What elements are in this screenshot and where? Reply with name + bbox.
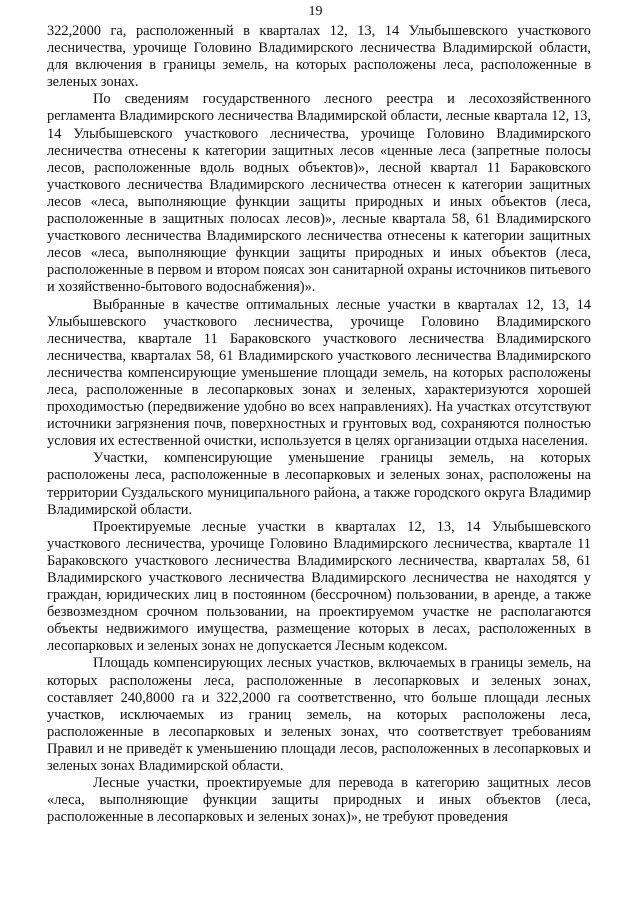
document-body bbox=[47, 23, 591, 826]
paragraph-4: Участки, компенсирующие уменьшение границы земель, на которых расположены леса, расположенные в лесопарковых и зеленых зонах, расположены на территории Суздальского муниципального района, а также городского округа Владимир Владимирской области. bbox=[47, 450, 591, 518]
paragraph-2: По сведениям государственного лесного реестра и лесохозяйственного регламента Владимирского лесничества Владимирской области, лесные квартала 12, 13, 14 Улыбышевского участкового лесничества, урочище Головино Владимирского лесничества отнесены к категории защитных лесов «ценные леса (запретные полосы лесов, расположенные вдоль водных объектов)», лесной квартал 11 Бараковского участкового лесничества Владимирского лесничества отнесен к категории защитных лесов «леса, выполняющие функции защиты природных и иных объектов (леса, расположенные в защитных полосах лесов)», лесные квартала 58, 61 Владимирского участкового лесничества Владимирского лесничества отнесены к категории защитных лесов «леса, выполняющие функции защиты природных и иных объектов (леса, расположенные в первом и втором поясах зон санитарной охраны источников питьевого и хозяйственно-бытового водоснабжения)». bbox=[47, 91, 591, 296]
paragraph-1-continued: 322,2000 га, расположенный в кварталах 12, 13, 14 Улыбышевского участкового лесничества, урочище Головино Владимирского лесничества Владимирской области, для включения в границы земель, на которых расположены леса, расположенные в зеленых зонах. bbox=[47, 23, 591, 91]
paragraph-3: Выбранные в качестве оптимальных лесные участки в кварталах 12, 13, 14 Улыбышевского участкового лесничества, урочище Головино Владимирского лесничества, квартале 11 Бараковского участкового лесничества Владимирского лесничества, кварталах 58, 61 Владимирского участкового лесничества Владимирского лесничества компенсирующие уменьшение площади земель, на которых расположены леса, расположенные в лесопарковых зонах и зеленых, характеризуются хорошей проходимостью (передвижение удобно во всех направлениях). На участках отсутствуют источники загрязнения почв, поверхностных и грунтовых вод, сохраняются полностью условия их естественной очистки, используется в целях организации отдыха населения. bbox=[47, 296, 591, 450]
paragraph-5: Проектируемые лесные участки в кварталах 12, 13, 14 Улыбышевского участкового лесничества, урочище Головино Владимирского лесничества, квартале 11 Бараковского участкового лесничества Владимирского лесничества, кварталах 58, 61 Владимирского участкового лесничества Владимирского лесничества не находятся у граждан, юридических лиц в постоянном (бессрочном) пользовании, в аренде, а также безвозмездном срочном пользовании, на проектируемом участке не располагаются объекты недвижимого имущества, размещение которых в лесах, расположенных в лесопарковых и зеленых зонах не допускается Лесным кодексом. bbox=[47, 518, 591, 655]
page-number: 19 bbox=[308, 4, 323, 19]
paragraph-6: Площадь компенсирующих лесных участков, включаемых в границы земель, на которых расположены леса, расположенные в лесопарковых и зеленых зонах, составляет 240,8000 га и 322,2000 га соответственно, что больше площади лесных участков, исключаемых из границ земель, на которых расположены леса, расположенные в лесопарковых и зеленых зонах, что соответствует требованиям Правил и не приведёт к уменьшению площади лесов, расположенных в лесопарковых и зеленых зонах Владимирской области. bbox=[47, 655, 591, 775]
paragraph-7: Лесные участки, проектируемые для перевода в категорию защитных лесов «леса, выполняющие функции защиты природных и иных объектов (леса, расположенные в лесопарковых и зеленых зонах)», не требуют проведения bbox=[47, 775, 591, 826]
